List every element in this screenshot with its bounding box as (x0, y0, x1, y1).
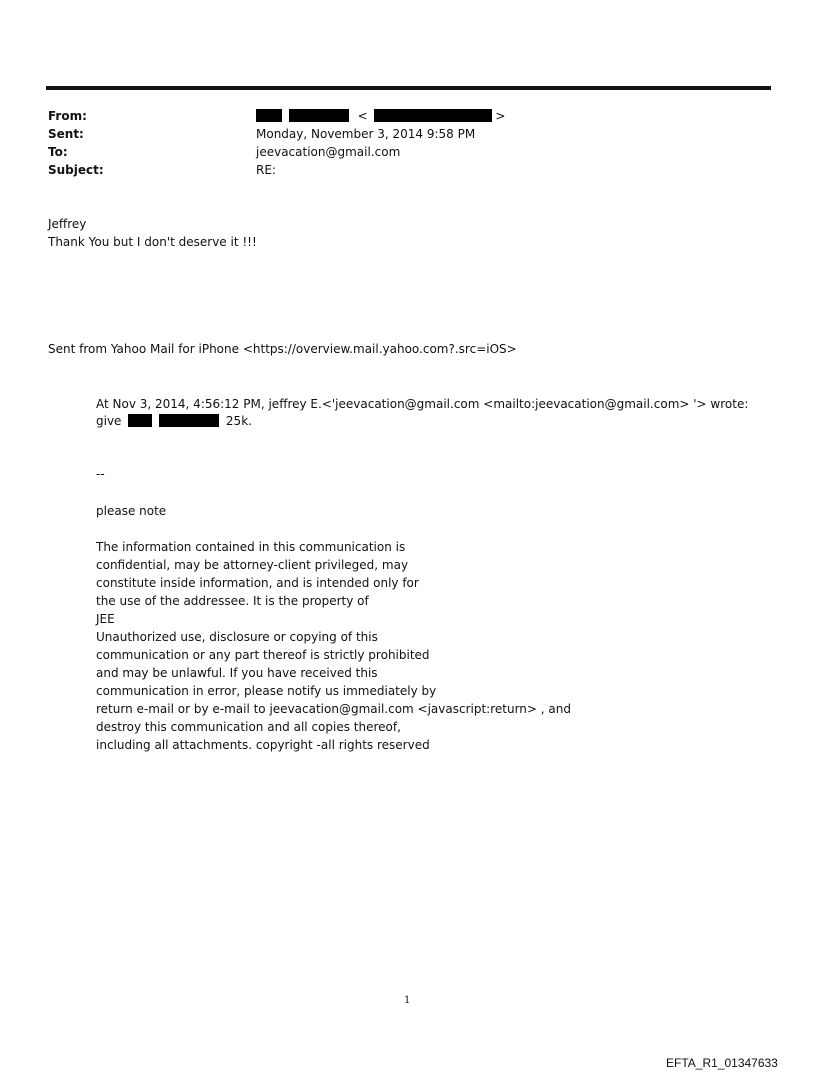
disclaimer-line: and may be unlawful. If you have received this (96, 666, 378, 680)
disclaimer-line: return e-mail or by e-mail to jeevacation@gmail.com <javascript:return> , and (96, 702, 571, 716)
subject-label: Subject: (48, 163, 104, 177)
signature: Sent from Yahoo Mail for iPhone <https://overview.mail.yahoo.com?.src=iOS> (48, 342, 517, 356)
to-label: To: (48, 145, 68, 159)
redaction-box (289, 109, 349, 122)
amount: 25k. (225, 414, 252, 428)
sent-value: Monday, November 3, 2014 9:58 PM (256, 127, 476, 141)
disclaimer-line: communication or any part thereof is strictly prohibited (96, 648, 430, 662)
quote-attribution: At Nov 3, 2014, 4:56:12 PM, jeffrey E.<'jeevacation@gmail.com <mailto:jeevacation@gmail.com> '> wrote: (96, 397, 749, 411)
redaction-box (159, 414, 219, 427)
note-title: please note (96, 504, 167, 518)
greeting: Jeffrey (48, 217, 87, 231)
give-word: give (96, 414, 122, 428)
redaction-box (128, 414, 152, 427)
from-label: From: (48, 109, 87, 123)
disclaimer-line: constitute inside information, and is intended only for (96, 576, 419, 590)
disclaimer-line: communication in error, please notify us immediately by (96, 684, 437, 698)
page-number: 1 (404, 995, 411, 1006)
disclaimer-line: Unauthorized use, disclosure or copying of this (96, 630, 378, 644)
document-id: EFTA_R1_01347633 (666, 1056, 778, 1070)
from-angle-close: > (495, 109, 506, 123)
disclaimer-line: including all attachments. copyright -all rights reserved (96, 738, 430, 752)
to-value: jeevacation@gmail.com (256, 145, 401, 159)
quote-give-line (96, 412, 252, 430)
sent-label: Sent: (48, 127, 84, 141)
disclaimer-line: the use of the addressee. It is the property of (96, 594, 369, 608)
disclaimer-block (96, 538, 571, 754)
separator: -- (96, 467, 105, 481)
subject-value: RE: (256, 163, 276, 177)
redaction-box (374, 109, 492, 122)
disclaimer-line: destroy this communication and all copies thereof, (96, 720, 401, 734)
disclaimer-line: JEE (96, 612, 115, 626)
from-value (256, 107, 505, 125)
header-rule (46, 86, 771, 90)
redaction-box (256, 109, 282, 122)
from-angle-open: < (357, 109, 368, 123)
disclaimer-line: The information contained in this communication is (96, 540, 406, 554)
disclaimer-line: confidential, may be attorney-client privileged, may (96, 558, 409, 572)
message: Thank You but I don't deserve it !!! (48, 235, 257, 249)
